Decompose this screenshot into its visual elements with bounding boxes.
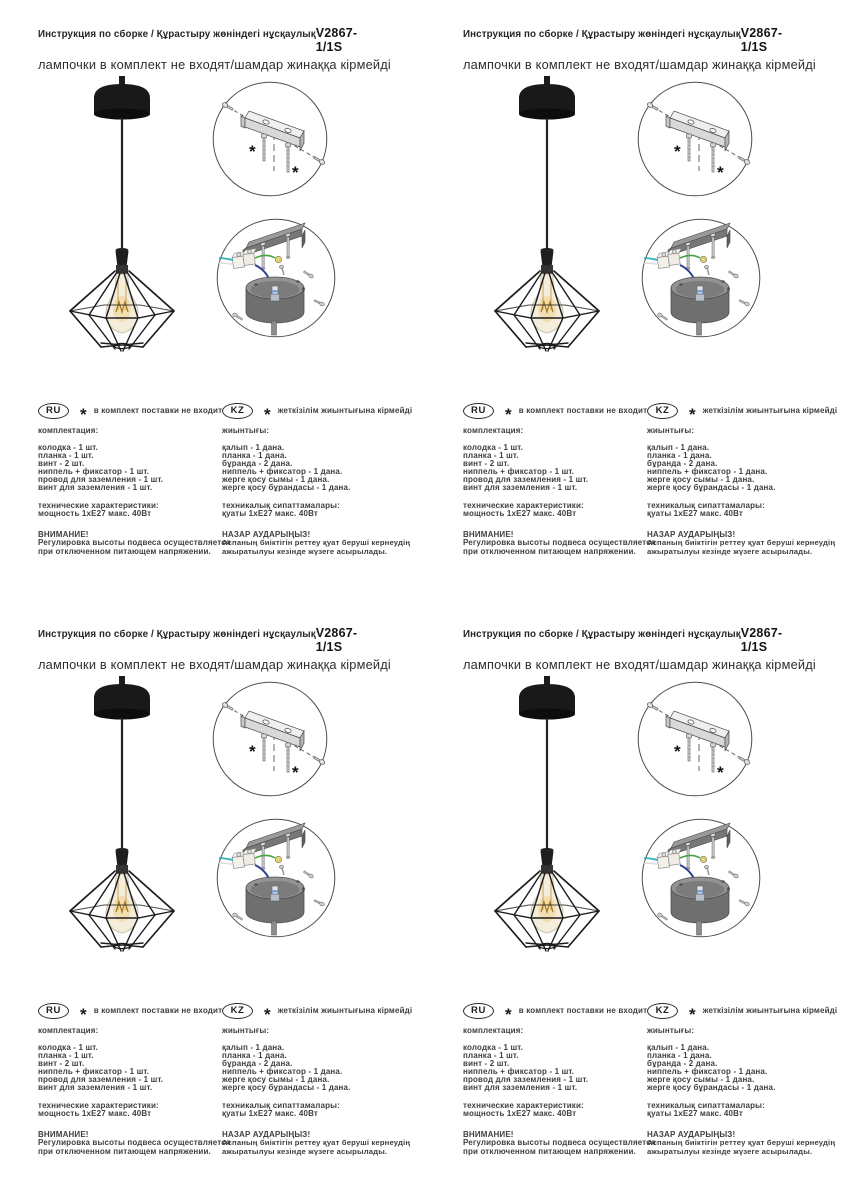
parts-list-item: планка - 1 шт.: [463, 1050, 519, 1060]
ru-specs-value: мощность 1хЕ27 макс. 40Вт: [463, 509, 577, 519]
parts-list-item: ниппель + фиксатор - 1 дана.: [222, 1066, 343, 1076]
asterisk-marker-right: *: [717, 163, 724, 182]
ru-asterisk-note: в комплект поставки не входит: [518, 406, 648, 416]
kz-specs-title: техникалық сипаттамалары:: [222, 1101, 340, 1111]
kz-section: [647, 1003, 843, 1156]
ru-warning-title: ВНИМАНИЕ!: [463, 1130, 514, 1140]
ru-warning-text: Регулировка высоты подвеса осуществляется при отключенном питающем напряжении.: [463, 1138, 656, 1156]
kz-specs-title: техникалық сипаттамалары:: [647, 1101, 765, 1111]
parts-list-item: жерге қосу бұрандасы - 1 дана.: [647, 483, 776, 493]
asterisk-symbol: *: [689, 1005, 696, 1024]
panel-subtitle: лампочки в комплект не входят/шамдар жинаққа кірмейді: [463, 57, 816, 72]
ru-list-title: комплектация:: [463, 1026, 524, 1035]
parts-list-item: провод для заземления - 1 шт.: [38, 474, 164, 484]
canopy-wiring-diagram: [641, 818, 761, 938]
ru-warning-text: Регулировка высоты подвеса осуществляется при отключенном питающем напряжении.: [38, 538, 231, 556]
canopy-wiring-diagram: [216, 818, 336, 938]
ru-section: [463, 403, 659, 556]
lamp-cord: [546, 718, 548, 850]
parts-list-item: винт для заземления - 1 шт.: [38, 483, 153, 493]
language-badge-kz: KZ: [647, 1003, 678, 1019]
parts-list-item: колодка - 1 шт.: [38, 1042, 99, 1052]
ru-parts-list: [38, 444, 234, 493]
language-badge-ru: RU: [463, 1003, 494, 1019]
ru-specs-title: технические характеристики:: [38, 501, 159, 511]
kz-warning-text: Аспаның биіктігін реттеу қуат беруші кернеудің ажыратылуы кезінде жүзеге асырылады.: [222, 1138, 411, 1156]
parts-list-item: қалып - 1 дана.: [222, 1042, 285, 1052]
panel-title: Инструкция по сборке / Құрастыру жөніндегі нұсқаулық: [38, 629, 316, 640]
lamp-canopy: [519, 676, 575, 720]
parts-list-item: планка - 1 дана.: [222, 450, 287, 460]
instruction-panel: [0, 600, 424, 1200]
parts-list-item: винт - 2 шт.: [38, 458, 85, 468]
parts-list-item: ниппель + фиксатор - 1 дана.: [647, 466, 768, 476]
kz-parts-list: [647, 444, 843, 493]
language-badge-ru: RU: [463, 403, 494, 419]
ru-badge-row: [38, 1003, 234, 1024]
lamp-canopy: [94, 76, 150, 120]
ru-parts-list: [38, 1044, 234, 1093]
ru-badge-row: [463, 1003, 659, 1024]
parts-list-item: планка - 1 шт.: [463, 450, 519, 460]
parts-list-item: винт - 2 шт.: [463, 1058, 510, 1068]
panel-subtitle: лампочки в комплект не входят/шамдар жинаққа кірмейді: [38, 57, 391, 72]
cord-fixator: [696, 886, 705, 901]
kz-section: [222, 1003, 418, 1156]
model-number: V2867-1/1S: [740, 626, 783, 654]
lamp-cord: [546, 118, 548, 250]
kz-parts-list: [222, 444, 418, 493]
asterisk-marker-left: *: [249, 742, 256, 761]
asterisk-symbol: *: [689, 405, 696, 424]
kz-warning-text: Аспаның биіктігін реттеу қуат беруші кернеудің ажыратылуы кезінде жүзеге асырылады.: [647, 1138, 836, 1156]
parts-list-item: жерге қосу бұрандасы - 1 дана.: [647, 1083, 776, 1093]
ru-asterisk-note: в комплект поставки не входит: [93, 406, 223, 416]
ru-section: [38, 403, 234, 556]
pendant-lamp-illustration: [483, 672, 618, 957]
panel-header: [38, 26, 391, 72]
ru-section: [38, 1003, 234, 1156]
parts-list-item: ниппель + фиксатор - 1 дана.: [647, 1066, 768, 1076]
instruction-panel: [425, 0, 849, 600]
asterisk-marker-right: *: [292, 763, 299, 782]
parts-list-item: винт для заземления - 1 шт.: [463, 1083, 578, 1093]
parts-list-item: провод для заземления - 1 шт.: [38, 1074, 164, 1084]
pendant-lamp-illustration: [483, 72, 618, 357]
model-number: V2867-1/1S: [315, 26, 358, 54]
kz-specs-value: қуаты 1хЕ27 макс. 40Вт: [647, 509, 743, 519]
parts-list-item: жерге қосу сымы - 1 дана.: [222, 1074, 330, 1084]
asterisk-marker-left: *: [249, 142, 256, 161]
parts-list-item: провод для заземления - 1 шт.: [463, 474, 589, 484]
parts-list-item: бұранда - 2 дана.: [222, 1058, 293, 1068]
kz-specs-value: қуаты 1хЕ27 макс. 40Вт: [222, 509, 318, 519]
ru-list-title: комплектация:: [463, 426, 524, 435]
kz-warning-title: НАЗАР АУДАРЫҢЫЗ!: [647, 1130, 736, 1140]
parts-list-item: қалып - 1 дана.: [647, 1042, 710, 1052]
pendant-lamp-illustration: [58, 72, 193, 357]
ru-specs-value: мощность 1хЕ27 макс. 40Вт: [38, 509, 152, 519]
parts-list-item: қалып - 1 дана.: [647, 442, 710, 452]
asterisk-marker-right: *: [717, 763, 724, 782]
ru-parts-list: [463, 1044, 659, 1093]
panel-title: Инструкция по сборке / Құрастыру жөніндегі нұсқаулық: [38, 29, 316, 40]
kz-parts-list: [222, 1044, 418, 1093]
language-badge-kz: KZ: [647, 403, 678, 419]
kz-warning-title: НАЗАР АУДАРЫҢЫЗ!: [222, 1130, 311, 1140]
parts-list-item: бұранда - 2 дана.: [647, 458, 718, 468]
ru-asterisk-note: в комплект поставки не входит: [93, 1006, 223, 1016]
panel-header: [463, 26, 816, 72]
ru-warning-title: ВНИМАНИЕ!: [38, 530, 89, 540]
ru-warning-text: Регулировка высоты подвеса осуществляется при отключенном питающем напряжении.: [38, 1138, 231, 1156]
kz-list-title: жиынтығы:: [222, 426, 270, 435]
kz-asterisk-note: жеткізілім жиынтығына кірмейді: [277, 1006, 413, 1016]
parts-list-item: ниппель + фиксатор - 1 шт.: [38, 466, 150, 476]
kz-asterisk-note: жеткізілім жиынтығына кірмейді: [702, 406, 838, 416]
parts-list-item: планка - 1 дана.: [222, 1050, 287, 1060]
ru-specs-title: технические характеристики:: [463, 1101, 584, 1111]
asterisk-symbol: *: [80, 405, 87, 424]
canopy-wiring-diagram: [641, 218, 761, 338]
instruction-panel: [425, 600, 849, 1200]
asterisk-marker-right: *: [292, 163, 299, 182]
parts-list-item: планка - 1 шт.: [38, 1050, 94, 1060]
panel-header: [38, 626, 391, 672]
lamp-canopy: [94, 676, 150, 720]
lamp-cord: [121, 118, 123, 250]
ru-specs-title: технические характеристики:: [38, 1101, 159, 1111]
model-number: V2867-1/1S: [740, 26, 783, 54]
ru-asterisk-note: в комплект поставки не входит: [518, 1006, 648, 1016]
kz-badge-row: [222, 403, 418, 424]
ru-list-title: комплектация:: [38, 426, 99, 435]
asterisk-symbol: *: [505, 1005, 512, 1024]
asterisk-marker-left: *: [674, 742, 681, 761]
model-number: V2867-1/1S: [315, 626, 358, 654]
parts-list-item: колодка - 1 шт.: [463, 442, 524, 452]
cord-fixator: [696, 286, 705, 301]
parts-list-item: жерге қосу бұрандасы - 1 дана.: [222, 483, 351, 493]
parts-list-item: колодка - 1 шт.: [463, 1042, 524, 1052]
language-badge-kz: KZ: [222, 1003, 253, 1019]
parts-list-item: жерге қосу сымы - 1 дана.: [222, 474, 330, 484]
ru-specs-value: мощность 1хЕ27 макс. 40Вт: [463, 1109, 577, 1119]
bracket-mounting-diagram: [637, 81, 753, 197]
kz-parts-list: [647, 1044, 843, 1093]
ru-specs-value: мощность 1хЕ27 макс. 40Вт: [38, 1109, 152, 1119]
ru-badge-row: [38, 403, 234, 424]
kz-section: [222, 403, 418, 556]
parts-list-item: ниппель + фиксатор - 1 шт.: [463, 466, 575, 476]
cord-fixator: [271, 286, 280, 301]
panel-subtitle: лампочки в комплект не входят/шамдар жинаққа кірмейді: [463, 657, 816, 672]
kz-specs-title: техникалық сипаттамалары:: [222, 501, 340, 511]
bracket-mounting-diagram: [212, 81, 328, 197]
asterisk-symbol: *: [264, 405, 271, 424]
parts-list-item: ниппель + фиксатор - 1 шт.: [38, 1066, 150, 1076]
language-badge-kz: KZ: [222, 403, 253, 419]
asterisk-marker-left: *: [674, 142, 681, 161]
ru-parts-list: [463, 444, 659, 493]
panel-header: [463, 626, 816, 672]
kz-section: [647, 403, 843, 556]
ru-badge-row: [463, 403, 659, 424]
parts-list-item: планка - 1 дана.: [647, 450, 712, 460]
parts-list-item: планка - 1 дана.: [647, 1050, 712, 1060]
ru-warning-title: ВНИМАНИЕ!: [463, 530, 514, 540]
asterisk-symbol: *: [505, 405, 512, 424]
kz-list-title: жиынтығы:: [647, 426, 695, 435]
parts-list-item: жерге қосу бұрандасы - 1 дана.: [222, 1083, 351, 1093]
lamp-canopy: [519, 76, 575, 120]
parts-list-item: жерге қосу сымы - 1 дана.: [647, 474, 755, 484]
asterisk-symbol: *: [80, 1005, 87, 1024]
kz-warning-text: Аспаның биіктігін реттеу қуат беруші кернеудің ажыратылуы кезінде жүзеге асырылады.: [647, 538, 836, 556]
kz-list-title: жиынтығы:: [222, 1026, 270, 1035]
lamp-cord: [121, 718, 123, 850]
cord-fixator: [271, 886, 280, 901]
parts-list-item: планка - 1 шт.: [38, 450, 94, 460]
kz-list-title: жиынтығы:: [647, 1026, 695, 1035]
canopy-wiring-diagram: [216, 218, 336, 338]
kz-badge-row: [647, 403, 843, 424]
panel-title: Инструкция по сборке / Құрастыру жөніндегі нұсқаулық: [463, 629, 741, 640]
parts-list-item: қалып - 1 дана.: [222, 442, 285, 452]
kz-specs-value: қуаты 1хЕ27 макс. 40Вт: [647, 1109, 743, 1119]
kz-asterisk-note: жеткізілім жиынтығына кірмейді: [277, 406, 413, 416]
instruction-panel: [0, 0, 424, 600]
pendant-lamp-illustration: [58, 672, 193, 957]
parts-list-item: колодка - 1 шт.: [38, 442, 99, 452]
parts-list-item: бұранда - 2 дана.: [222, 458, 293, 468]
parts-list-item: ниппель + фиксатор - 1 дана.: [222, 466, 343, 476]
kz-badge-row: [222, 1003, 418, 1024]
parts-list-item: винт - 2 шт.: [38, 1058, 85, 1068]
panel-subtitle: лампочки в комплект не входят/шамдар жинаққа кірмейді: [38, 657, 391, 672]
parts-list-item: винт для заземления - 1 шт.: [463, 483, 578, 493]
kz-badge-row: [647, 1003, 843, 1024]
ru-section: [463, 1003, 659, 1156]
parts-list-item: ниппель + фиксатор - 1 шт.: [463, 1066, 575, 1076]
parts-list-item: провод для заземления - 1 шт.: [463, 1074, 589, 1084]
parts-list-item: жерге қосу сымы - 1 дана.: [647, 1074, 755, 1084]
bracket-mounting-diagram: [637, 681, 753, 797]
parts-list-item: винт для заземления - 1 шт.: [38, 1083, 153, 1093]
ru-specs-title: технические характеристики:: [463, 501, 584, 511]
asterisk-symbol: *: [264, 1005, 271, 1024]
language-badge-ru: RU: [38, 403, 69, 419]
kz-warning-text: Аспаның биіктігін реттеу қуат беруші кернеудің ажыратылуы кезінде жүзеге асырылады.: [222, 538, 411, 556]
kz-asterisk-note: жеткізілім жиынтығына кірмейді: [702, 1006, 838, 1016]
ru-warning-title: ВНИМАНИЕ!: [38, 1130, 89, 1140]
parts-list-item: бұранда - 2 дана.: [647, 1058, 718, 1068]
language-badge-ru: RU: [38, 1003, 69, 1019]
kz-specs-title: техникалық сипаттамалары:: [647, 501, 765, 511]
bracket-mounting-diagram: [212, 681, 328, 797]
panel-title: Инструкция по сборке / Құрастыру жөніндегі нұсқаулық: [463, 29, 741, 40]
kz-warning-title: НАЗАР АУДАРЫҢЫЗ!: [222, 530, 311, 540]
parts-list-item: винт - 2 шт.: [463, 458, 510, 468]
ru-warning-text: Регулировка высоты подвеса осуществляется при отключенном питающем напряжении.: [463, 538, 656, 556]
kz-warning-title: НАЗАР АУДАРЫҢЫЗ!: [647, 530, 736, 540]
ru-list-title: комплектация:: [38, 1026, 99, 1035]
kz-specs-value: қуаты 1хЕ27 макс. 40Вт: [222, 1109, 318, 1119]
